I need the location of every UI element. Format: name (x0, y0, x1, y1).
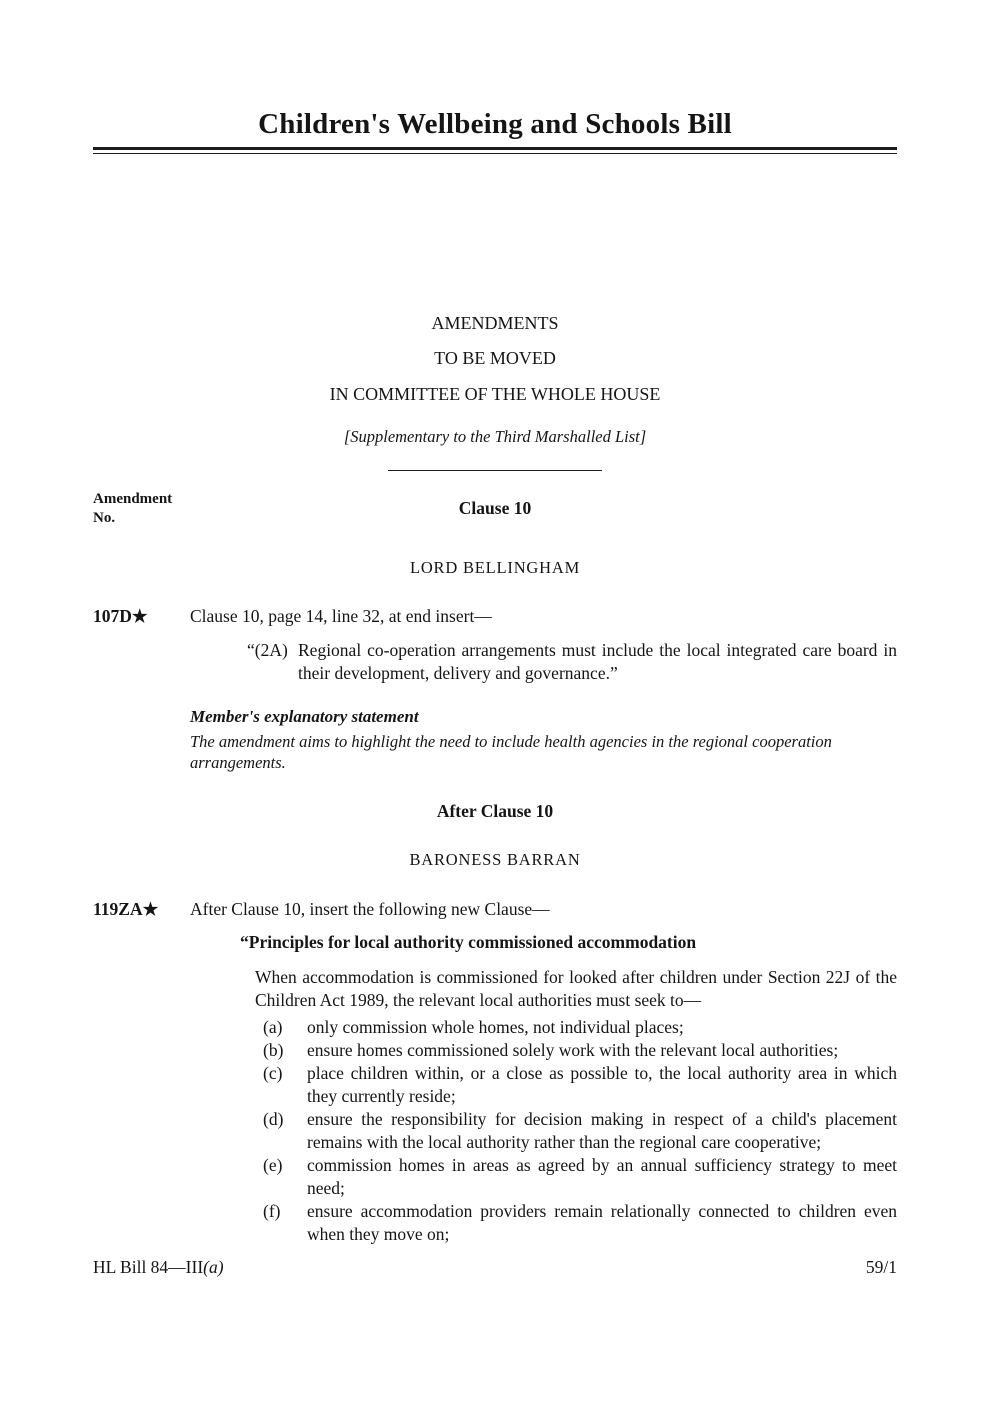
amendment-119za (93, 898, 897, 1246)
list-item-text: ensure accommodation providers remain relationally connected to children even when they move on; (307, 1201, 897, 1244)
list-item-label: (e) (263, 1155, 283, 1175)
amendment-no-label-line2: No. (93, 510, 116, 526)
inserted-subsection-ref: “(2A) (247, 640, 288, 660)
list-item-text: only commission whole homes, not individual places; (307, 1017, 684, 1037)
amendment-107d-number: 107D★ (93, 606, 148, 626)
amendment-no-label-line1: Amendment (93, 491, 173, 507)
list-item (263, 1062, 897, 1108)
list-item-label: (a) (263, 1017, 283, 1037)
amendment-107d-body (190, 605, 897, 773)
explanatory-statement-heading: Member's explanatory statement (190, 707, 419, 726)
explanatory-statement-text: The amendment aims to highlight the need to include health agencies in the regional cooperation arrangements. (190, 732, 832, 772)
front-heading-amendments: AMENDMENTS (431, 313, 559, 333)
clause-10-header-row (93, 490, 897, 532)
supplementary-note: [Supplementary to the Third Marshalled List] (343, 427, 647, 446)
list-item-text: ensure homes commissioned solely work with the relevant local authorities; (307, 1040, 839, 1060)
new-clause-item-list (263, 1016, 897, 1246)
list-item-text: place children within, or a close as possible to, the local authority area in which they currently reside; (307, 1063, 897, 1106)
front-heading-committee: IN COMMITTEE OF THE WHOLE HOUSE (329, 384, 661, 404)
list-item (263, 1154, 897, 1200)
mover-baroness-barran: BARONESS BARRAN (409, 850, 581, 869)
list-item (263, 1039, 897, 1062)
list-item (263, 1016, 897, 1039)
list-item-text: ensure the responsibility for decision making in respect of a child's placement remains with the local authority rather than the regional care cooperative; (307, 1109, 897, 1152)
page-title: Children's Wellbeing and Schools Bill (258, 108, 732, 140)
bill-reference (93, 1256, 224, 1279)
sheet-number: 59/1 (865, 1257, 897, 1277)
front-heading-to-be-moved: TO BE MOVED (434, 348, 556, 368)
amendment-119za-body (190, 898, 897, 1246)
amendment-107d-lead: Clause 10, page 14, line 32, at end insert— (190, 606, 492, 626)
list-item-text: commission homes in areas as agreed by an annual sufficiency strategy to meet need; (307, 1155, 897, 1198)
amendment-119za-number: 119ZA★ (93, 899, 159, 919)
title-rule-thin (93, 153, 897, 154)
bill-reference-suffix: (a) (203, 1257, 224, 1277)
clause-10-heading: Clause 10 (458, 498, 532, 518)
mover-lord-bellingham: LORD BELLINGHAM (409, 558, 581, 577)
after-clause-10-heading: After Clause 10 (436, 801, 554, 821)
amendment-107d (93, 605, 897, 773)
inserted-subsection-text: Regional co-operation arrangements must include the local integrated care board in their development, delivery and governance.” (298, 640, 897, 683)
list-item (263, 1200, 897, 1246)
list-item-label: (b) (263, 1040, 284, 1060)
list-item-label: (f) (263, 1201, 281, 1221)
bill-reference-roman: HL Bill 84—III (93, 1257, 204, 1277)
amendment-no-margin-label (93, 490, 172, 528)
list-item (263, 1108, 897, 1154)
list-item-label: (c) (263, 1063, 283, 1083)
title-rule-thick (93, 147, 897, 150)
section-divider-rule (388, 470, 602, 471)
list-item-label: (d) (263, 1109, 284, 1129)
amendment-119za-lead: After Clause 10, insert the following new Clause— (190, 899, 550, 919)
page-footer (93, 1256, 897, 1279)
new-clause-intro: When accommodation is commissioned for looked after children under Section 22J of the Children Act 1989, the relevant local authorities must seek to— (255, 967, 897, 1010)
new-clause-title: “Principles for local authority commissioned accommodation (240, 932, 697, 952)
amendment-107d-inserted-text (247, 639, 897, 685)
